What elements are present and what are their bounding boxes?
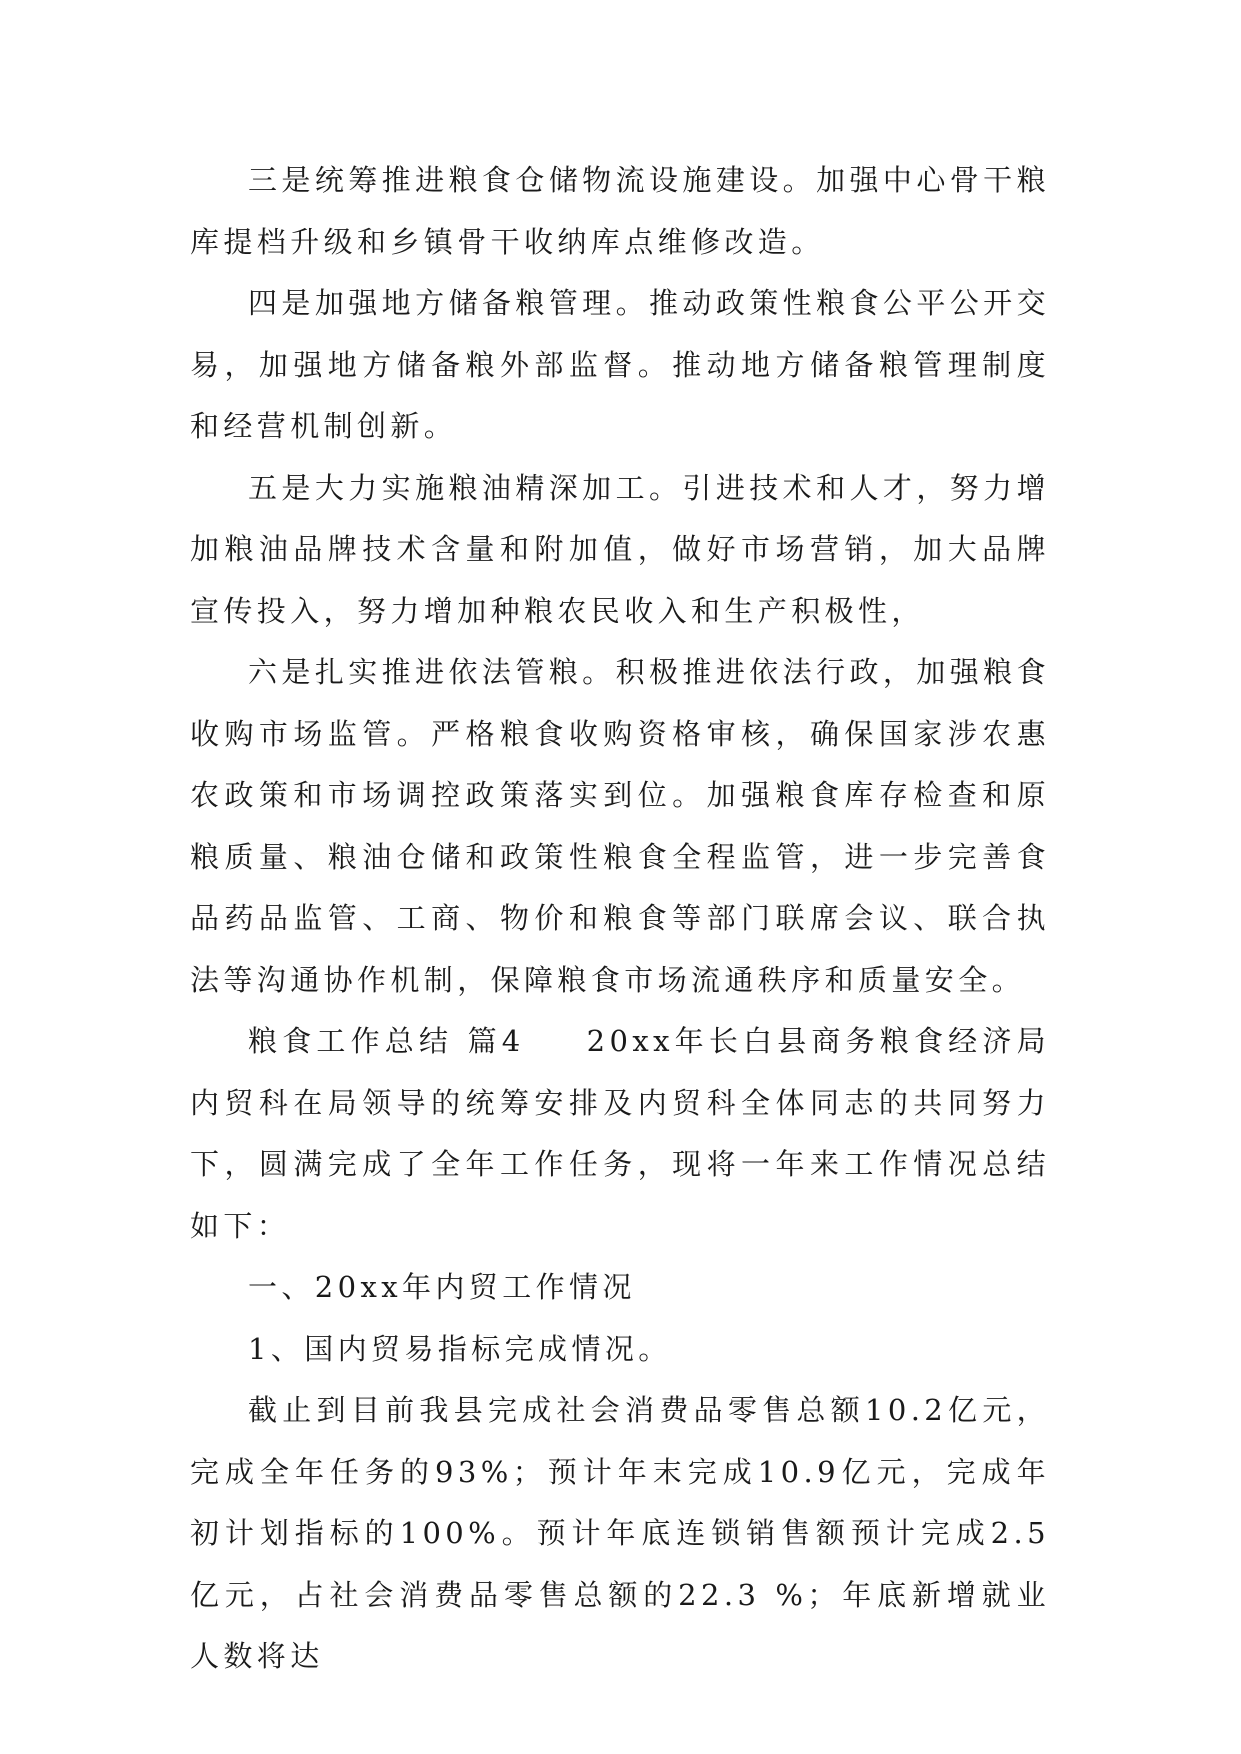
heading-trade-indicators: 1、国内贸易指标完成情况。 <box>248 1331 672 1366</box>
paragraph-law-based-management: 六是扎实推进依法管粮。积极推进依法行政，加强粮食收购市场监管。严格粮食收购资格审核，确保国家涉农惠农政策和市场调控政策落实到位。加强粮食库存检查和原粮质量、粮油仓储和政策性粮食全程监管，进一步完善食品药品监管、工商、物价和粮食等部门联席会议、联合执法等沟通协作机制，保障粮食市场流通秩序和质量安全。 <box>190 655 1050 997</box>
document-body <box>190 150 1050 1688</box>
paragraph-retail-sales: 截止到目前我县完成社会消费品零售总额10.2亿元，完成全年任务的93%；预计年末完成10.9亿元，完成年初计划指标的100%。预计年底连锁销售额预计完成2.5亿元，占社会消费品零售总额的22.3 %；年底新增就业人数将达 <box>190 1393 1050 1673</box>
paragraph-section-4-intro <box>190 1011 1050 1257</box>
paragraph-deep-processing: 五是大力实施粮油精深加工。引进技术和人才，努力增加粮油品牌技术含量和附加值，做好市场营销，加大品牌宣传投入，努力增加种粮农民收入和生产积极性， <box>190 470 1050 628</box>
heading-domestic-trade: 一、20xx年内贸工作情况 <box>248 1270 636 1304</box>
section-heading: 粮食工作总结 篇4 <box>248 1024 525 1058</box>
paragraph-reserve-grain: 四是加强地方储备粮管理。推动政策性粮食公平公开交易，加强地方储备粮外部监督。推动地方储备粮管理制度和经营机制创新。 <box>190 286 1050 443</box>
section-intro: 20xx年长白县商务粮食经济局内贸科在局领导的统筹安排及内贸科全体同志的共同努力下，圆满完成了全年工作任务，现将一年来工作情况总结如下： <box>190 1024 1050 1243</box>
paragraph-warehouse-logistics: 三是统筹推进粮食仓储物流设施建设。加强中心骨干粮库提档升级和乡镇骨干收纳库点维修改造。 <box>190 163 1050 259</box>
